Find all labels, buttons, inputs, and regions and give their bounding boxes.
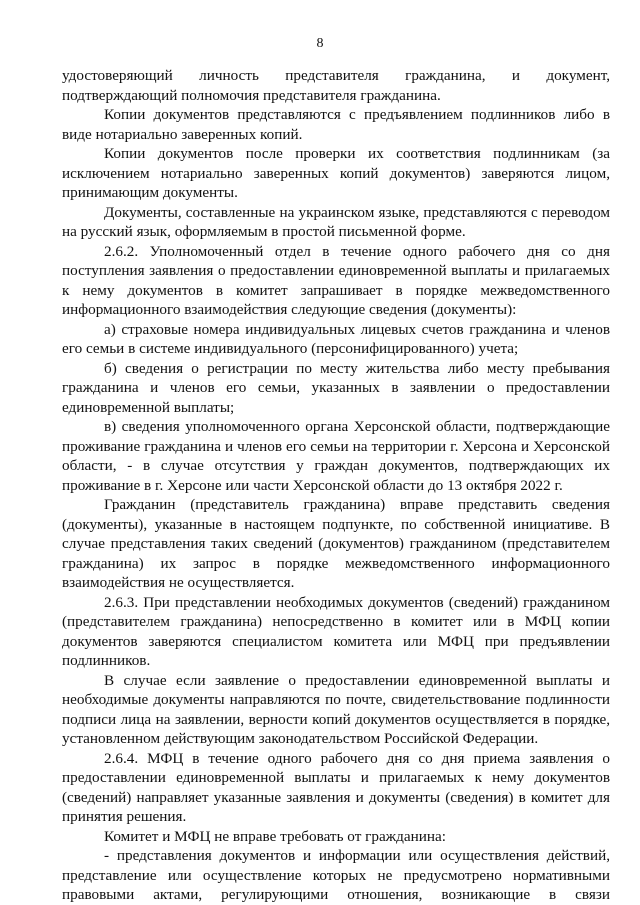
paragraph-1: удостоверяющий личность представителя гражданина, и документ, подтверждающий полномочия представителя гражданина. (62, 67, 610, 104)
paragraph-5: 2.6.2. Уполномоченный отдел в течение одного рабочего дня со дня поступления заявления о предоставлении единовременной выплаты и прилагаемых к нему документов в комитет запрашивает в порядке межведомственного информационного взаимодействия следующие сведения (документы): (62, 242, 610, 318)
paragraph-12: 2.6.4. МФЦ в течение одного рабочего дня со дня приема заявления о предоставлении единовременной выплаты и прилагаемых к нему документов (сведений) направляет указанные заявления и документы (сведения) в комитет для принятия решения. (62, 749, 610, 825)
paragraph-13: Комитет и МФЦ не вправе требовать от гражданина: (104, 827, 446, 845)
paragraph-10: 2.6.3. При представлении необходимых документов (сведений) гражданином (представителем гражданина) непосредственно в комитет или в МФЦ копии документов заверяются специалистом комитета или МФЦ при предъявлении подлинников. (62, 593, 610, 669)
paragraph-2: Копии документов представляются с предъявлением подлинников либо в виде нотариально заверенных копий. (62, 106, 610, 143)
paragraph-4: Документы, составленные на украинском языке, представляются с переводом на русский язык, оформляемым в простой письменной форме. (62, 203, 610, 240)
paragraph-8: в) сведения уполномоченного органа Херсонской области, подтверждающие проживание гражданина и членов его семьи на территории г. Херсона и Херсонской области, - в случае отсутствия у граждан документов, подтверждающих их проживание в г. Херсоне или части Херсонской области до 13 октября 2022 г. (62, 418, 610, 494)
page-number: 8 (316, 36, 324, 51)
paragraph-3: Копии документов после проверки их соответствия подлинникам (за исключением нотариально заверенных копий документов) заверяются лицом, принимающим документы. (62, 145, 610, 201)
paragraph-11: В случае если заявление о предоставлении единовременной выплаты и необходимые документы направляются по почте, свидетельствование подлинности подписи лица на заявлении, верности копий документов осуществляется в порядке, установленном действующим законодательством Российской Федерации. (62, 671, 610, 747)
paragraph-9: Гражданин (представитель гражданина) вправе представить сведения (документы), указанные в настоящем подпункте, по собственной инициативе. В случае представления таких сведений (документов) гражданином (представителем гражданина) их запрос в порядке межведомственного информационного взаимодействия не осуществляется. (62, 496, 610, 591)
paragraph-14: - представления документов и информации или осуществления действий, представление или осуществление которых не предусмотрено нормативными правовыми актами, регулирующими отношения, возникающие в связи (62, 847, 610, 903)
paragraph-6: а) страховые номера индивидуальных лицевых счетов гражданина и членов его семьи в системе индивидуального (персонифицированного) учета; (62, 320, 610, 357)
document-body (62, 66, 610, 905)
paragraph-7: б) сведения о регистрации по месту жительства либо месту пребывания гражданина и членов его семьи, указанных в заявлении о предоставлении единовременной выплаты; (62, 359, 610, 416)
